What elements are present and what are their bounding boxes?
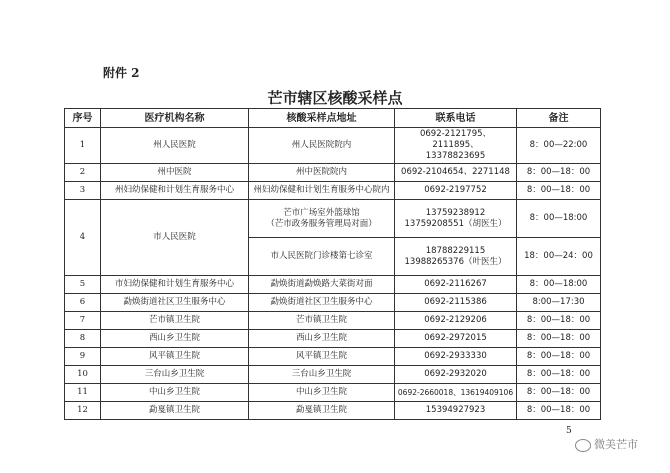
cell-note: 8：00—22:00 (517, 128, 601, 164)
table-row (65, 294, 601, 312)
cell-note: 8：00—18：00 (517, 402, 601, 420)
cell-address: 西山乡卫生院 (249, 330, 395, 348)
page-number: 5 (566, 426, 572, 436)
cell-address: 芒市镇卫生院 (249, 312, 395, 330)
cell-address: 勐焕街道勐焕路大菜街对面 (249, 276, 395, 294)
cell-serial: 1 (65, 128, 101, 164)
cell-note: 18：00—24：00 (517, 238, 601, 276)
cell-phone (395, 238, 517, 276)
table-row (65, 348, 601, 366)
address-line: （芒市政务服务管理局对面） (266, 218, 377, 229)
phone-line: 13759238912 (425, 207, 486, 218)
table-row (65, 312, 601, 330)
cell-org: 勐戛镇卫生院 (101, 402, 249, 420)
phone-line: 13378823695 (425, 151, 486, 161)
cell-serial: 3 (65, 182, 101, 200)
cell-serial: 12 (65, 402, 101, 420)
table-row (65, 366, 601, 384)
cell-org: 中山乡卫生院 (101, 384, 249, 402)
cell-note: 8：00—18:00 (517, 276, 601, 294)
cell-address: 州中医院院内 (249, 164, 395, 182)
cell-address: 州人民医院院内 (249, 128, 395, 164)
cell-address: 勐焕街道社区卫生服务中心 (249, 294, 395, 312)
cell-org: 州中医院 (101, 164, 249, 182)
cell-note: 8：00—18:00 (517, 200, 601, 238)
cell-serial: 11 (65, 384, 101, 402)
cell-serial: 7 (65, 312, 101, 330)
cell-org: 芒市镇卫生院 (101, 312, 249, 330)
table-row (65, 276, 601, 294)
cell-serial: 4 (65, 200, 101, 276)
cell-org: 风平镇卫生院 (101, 348, 249, 366)
cell-note: 8:00—17:30 (517, 294, 601, 312)
cell-address: 州妇幼保健和计划生育服务中心院内 (249, 182, 395, 200)
cell-phone (395, 128, 517, 164)
table-row (65, 330, 601, 348)
cell-phone: 0692-2932020 (395, 366, 517, 384)
cell-note: 8：00—18：00 (517, 384, 601, 402)
cell-address: 三台山乡卫生院 (249, 366, 395, 384)
cell-serial: 10 (65, 366, 101, 384)
cell-note: 8：00—18：00 (517, 330, 601, 348)
cell-address: 勐戛镇卫生院 (249, 402, 395, 420)
cell-address: 中山乡卫生院 (249, 384, 395, 402)
cell-phone: 0692-2660018、13619409106 (395, 384, 517, 402)
header-address: 核酸采样点地址 (249, 109, 395, 128)
cell-phone: 0692-2104654、2271148 (395, 164, 517, 182)
address-line: 芒市广场室外篮球馆 (283, 207, 360, 218)
chat-bubble-icon (575, 439, 591, 452)
cell-note: 8：00—18：00 (517, 182, 601, 200)
table-row (65, 164, 601, 182)
cell-org: 西山乡卫生院 (101, 330, 249, 348)
cell-org: 三台山乡卫生院 (101, 366, 249, 384)
cell-org: 市人民医院 (101, 200, 249, 276)
cell-note: 8：00—18：00 (517, 164, 601, 182)
sampling-points-table (64, 108, 601, 420)
cell-note: 8：00—18：00 (517, 312, 601, 330)
cell-phone: 0692-2115386 (395, 294, 517, 312)
phone-line: 18788229115 (425, 245, 486, 256)
cell-serial: 8 (65, 330, 101, 348)
phone-line: 13759208551（胡医生） (404, 218, 507, 229)
cell-phone: 0692-2933330 (395, 348, 517, 366)
cell-phone: 0692-2116267 (395, 276, 517, 294)
cell-serial: 9 (65, 348, 101, 366)
cell-org: 勐焕街道社区卫生服务中心 (101, 294, 249, 312)
cell-serial: 5 (65, 276, 101, 294)
cell-phone: 15394927923 (395, 402, 517, 420)
watermark-text: 微美芒市 (594, 438, 638, 451)
cell-phone: 0692-2197752 (395, 182, 517, 200)
table-row (65, 128, 601, 164)
cell-serial: 6 (65, 294, 101, 312)
cell-address (249, 200, 395, 238)
annex-label: 附件 2 (103, 66, 140, 80)
header-phone: 联系电话 (395, 109, 517, 128)
cell-address: 市人民医院门诊楼第七诊室 (249, 238, 395, 276)
header-org-name: 医疗机构名称 (101, 109, 249, 128)
cell-note: 8：00—18：00 (517, 348, 601, 366)
cell-phone: 0692-2129206 (395, 312, 517, 330)
header-serial: 序号 (65, 109, 101, 128)
cell-serial: 2 (65, 164, 101, 182)
table-row (65, 384, 601, 402)
cell-note: 8：00—18：00 (517, 366, 601, 384)
table-row (65, 182, 601, 200)
cell-org: 市妇幼保健和计划生育服务中心 (101, 276, 249, 294)
table-row (65, 200, 601, 238)
cell-phone (395, 200, 517, 238)
cell-phone: 0692-2972015 (395, 330, 517, 348)
cell-address: 风平镇卫生院 (249, 348, 395, 366)
table-header-row (65, 109, 601, 128)
watermark (575, 436, 638, 452)
cell-org: 州人民医院 (101, 128, 249, 164)
header-note: 备注 (517, 109, 601, 128)
phone-line: 0692-2121795、2111895、 (419, 129, 492, 150)
table-row (65, 402, 601, 420)
phone-line: 13988265376（叶医生） (404, 256, 507, 267)
document-title: 芒市辖区核酸采样点 (267, 89, 403, 107)
cell-org: 州妇幼保健和计划生育服务中心 (101, 182, 249, 200)
